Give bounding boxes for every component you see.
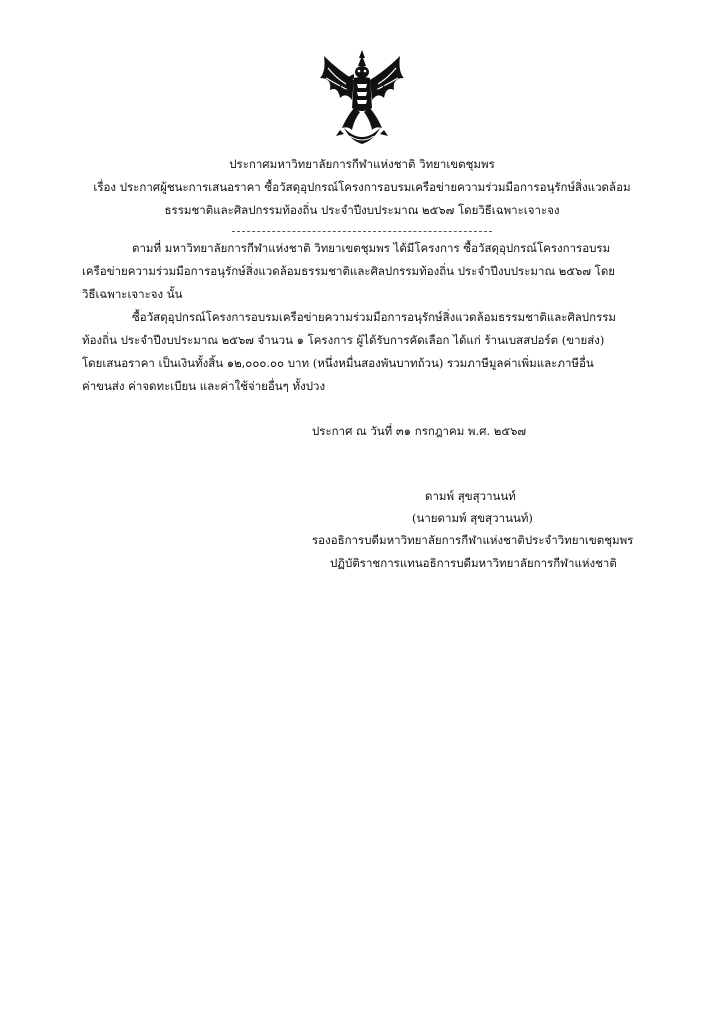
paragraph-1-line-2: เครือข่ายความร่วมมือการอนุรักษ์สิ่งแวดล้อมธรรมชาติและศิลปกรรมท้องถิ่น ประจำปีงบประมาณ ๒๕๖๗ โดย xyxy=(82,264,616,278)
announce-date: ประกาศ ณ วันที่ ๓๑ กรกฎาคม พ.ศ. ๒๕๖๗ xyxy=(312,424,527,438)
signer-name: (นายดามพ์ สุขสุวานนท์) xyxy=(412,511,533,525)
paragraph-2-line-4: ค่าขนส่ง ค่าจดทะเบียน และค่าใช้จ่ายอื่นๆ ทั้งปวง xyxy=(82,379,326,393)
paragraph-1-line-1: ตามที่ มหาวิทยาลัยการกีฬาแห่งชาติ วิทยาเขตชุมพร ได้มีโครงการ ซื้อวัสดุอุปกรณ์โครงการอบรม xyxy=(132,241,611,255)
paragraph-1-line-3: วิธีเฉพาะเจาะจง นั้น xyxy=(82,287,183,301)
signer-position-2: ปฏิบัติราชการแทนอธิการบดีมหาวิทยาลัยการกีฬาแห่งชาติ xyxy=(330,556,617,570)
signer-position-1: รองอธิการบดีมหาวิทยาลัยการกีฬาแห่งชาติประจำวิทยาเขตชุมพร xyxy=(312,533,634,547)
subject-line-1: เรื่อง ประกาศผู้ชนะการเสนอราคา ซื้อวัสดุอุปกรณ์โครงการอบรมเครือข่ายความร่วมมือการอนุรักษ์สิ่งแวดล้อม xyxy=(93,180,631,194)
paragraph-2-line-3: โดยเสนอราคา เป็นเงินทั้งสิ้น ๑๒,๐๐๐.๐๐ บาท (หนึ่งหมื่นสองพันบาทถ้วน) รวมภาษีมูลค่าเพิ่มและภาษีอื่น xyxy=(82,356,594,370)
subject-line-2: ธรรมชาติและศิลปกรรมท้องถิ่น ประจำปีงบประมาณ ๒๕๖๗ โดยวิธีเฉพาะเจาะจง xyxy=(164,203,560,217)
signature-text: ดามพ์ สุขสุวานนท์ xyxy=(425,489,516,503)
garuda-emblem-icon xyxy=(310,48,414,152)
paragraph-2-line-2: ท้องถิ่น ประจำปีงบประมาณ ๒๕๖๗ จำนวน ๑ โครงการ ผู้ได้รับการคัดเลือก ได้แก่ ร้านเบสสปอร์ต (ขายส่ง) xyxy=(82,333,605,347)
header-divider xyxy=(232,231,492,232)
paragraph-2-line-1: ซื้อวัสดุอุปกรณ์โครงการอบรมเครือข่ายความร่วมมือการอนุรักษ์สิ่งแวดล้อมธรรมชาติและศิลปกรรม xyxy=(132,310,617,324)
announcement-title: ประกาศมหาวิทยาลัยการกีฬาแห่งชาติ วิทยาเขตชุมพร xyxy=(229,157,495,171)
